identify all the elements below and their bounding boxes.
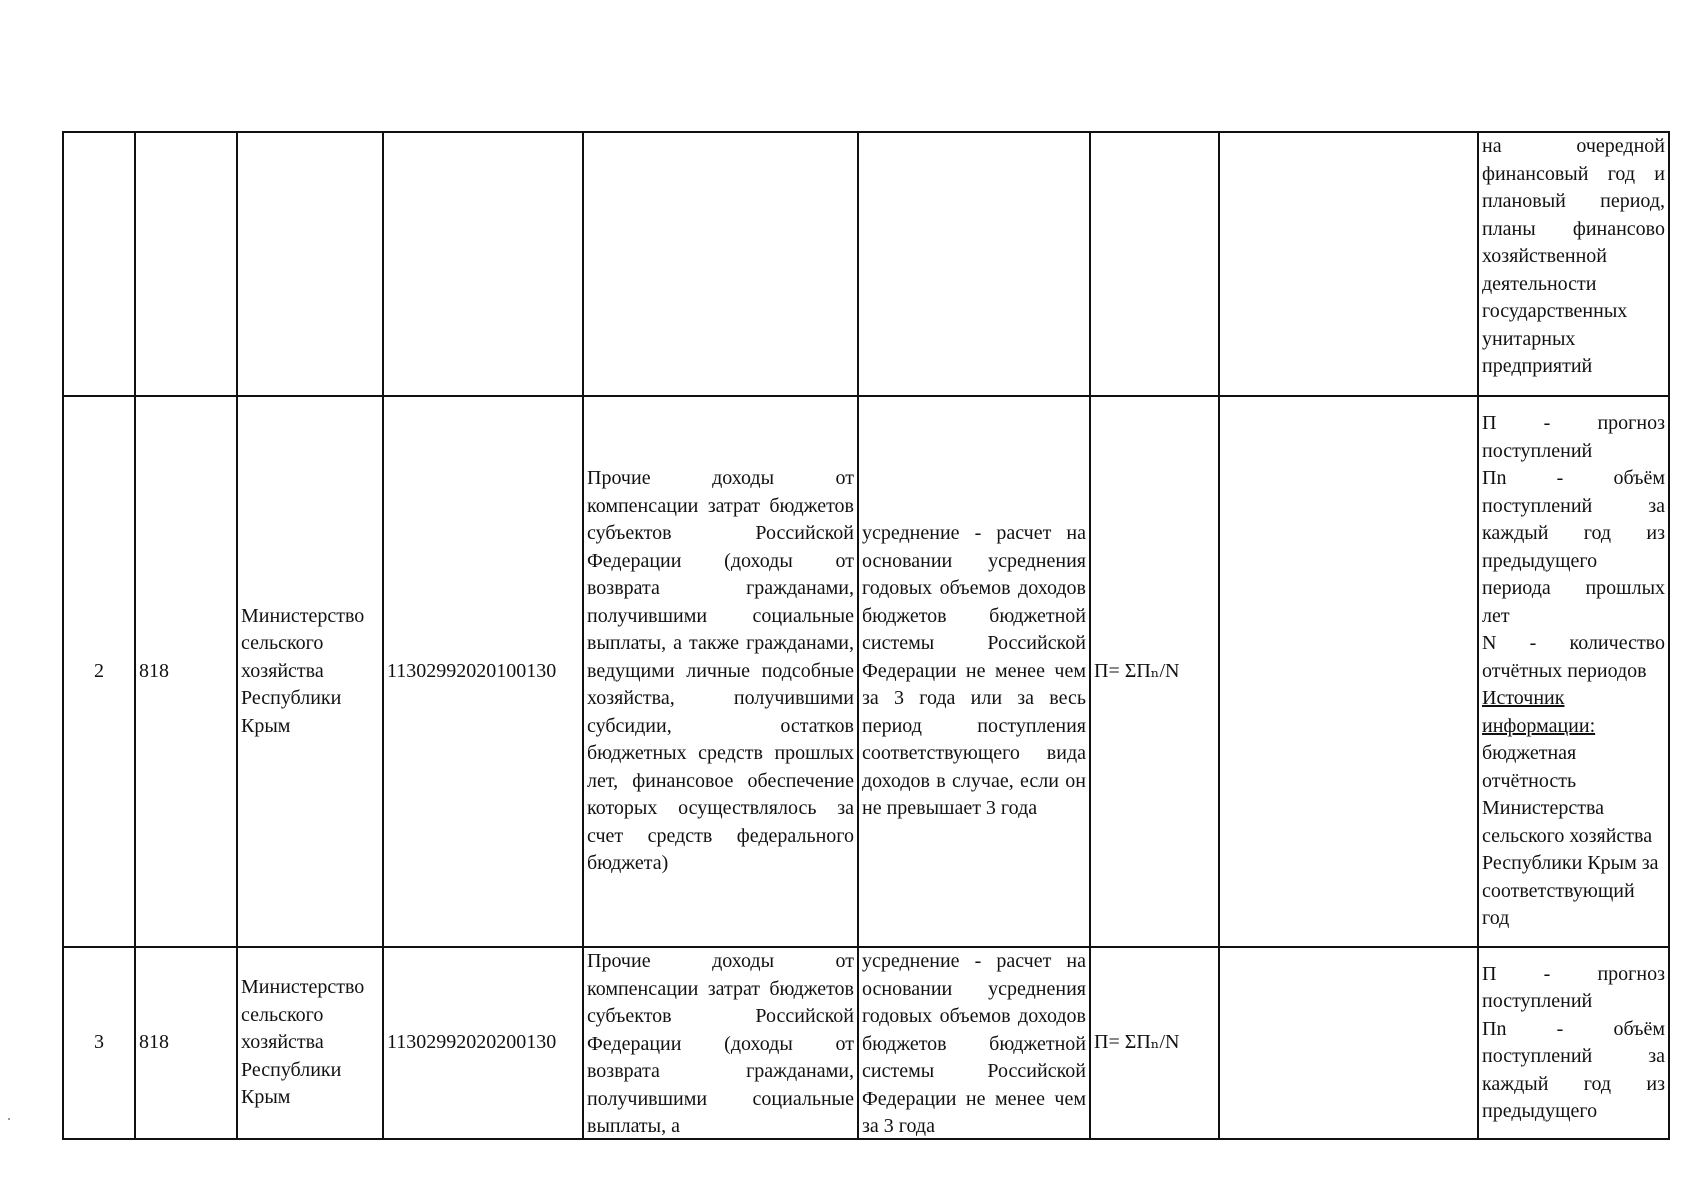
method-text: усреднение - расчет на основании усреднения годовых объемов доходов бюджетов бюджетной системы Российской Федерации не менее чем за 3 года (862, 950, 1086, 1136)
kbk-code-cell: 11302992020200130 (383, 947, 583, 1139)
revenue-forecast-table (62, 131, 1670, 1140)
table-row (63, 132, 1669, 396)
revenue-name-cell (583, 947, 858, 1139)
formula-cell: П= ΣПₙ/N (1090, 947, 1219, 1139)
source-text: бюджетная отчётность Министерства сельского хозяйства Республики Крым за соответствующий год (1482, 742, 1659, 930)
row-number-cell: 2 (63, 396, 135, 947)
notes-line: на очередной финансовый год и плановый период, планы финансово хозяйственной деятельности государственных унитарных предприятий (1482, 135, 1665, 377)
administrator-cell: Министерство сельского хозяйства Республики Крым (237, 396, 383, 947)
empty-cell (1219, 132, 1478, 396)
formula-cell (1090, 132, 1219, 396)
kbk-code-cell (383, 132, 583, 396)
formula-cell: П= ΣПₙ/N (1090, 396, 1219, 947)
empty-cell (1219, 947, 1478, 1139)
revenue-name-cell: Прочие доходы от компенсации затрат бюджетов субъектов Российской Федерации (доходы от возврата гражданами, получившими социальные выплаты, а также гражданами, ведущими личные подсобные хозяйства, получившими субсидии, остатков бюджетных средств прошлых лет, финансовое обеспечение которых осуществлялось за счет средств федерального бюджета) (583, 396, 858, 947)
notes-line: N - количество отчётных периодов (1482, 632, 1665, 682)
admin-code-cell: 818 (135, 947, 237, 1139)
revenue-name-text: Прочие доходы от компенсации затрат бюджетов субъектов Российской Федерации (доходы от возврата гражданами, получившими социальные выплаты, а (587, 950, 854, 1136)
notes-cell (1478, 947, 1669, 1139)
scan-speck (8, 1118, 10, 1120)
method-cell: усреднение - расчет на основании усреднения годовых объемов доходов бюджетов бюджетной системы Российской Федерации не менее чем за 3 года или за весь период поступления соответствующего вида доходов в случае, если он не превышает 3 года (858, 396, 1090, 947)
notes-line: Пn - объём поступлений за каждый год из предыдущего (1482, 1017, 1665, 1122)
administrator-cell (237, 132, 383, 396)
method-cell (858, 947, 1090, 1139)
notes-cell (1478, 396, 1669, 947)
revenue-name-cell (583, 132, 858, 396)
notes-line: П - прогноз поступлений (1482, 412, 1665, 462)
empty-cell (1219, 396, 1478, 947)
notes-line: Пn - объём поступлений за каждый год из предыдущего периода прошлых лет (1482, 467, 1665, 627)
row-number-cell (63, 132, 135, 396)
table-row (63, 947, 1669, 1139)
administrator-cell: Министерство сельского хозяйства Республики Крым (237, 947, 383, 1139)
row-number-cell: 3 (63, 947, 135, 1139)
table-row (63, 396, 1669, 947)
notes-line: П - прогноз поступлений (1482, 962, 1665, 1012)
kbk-code-cell: 11302992020100130 (383, 396, 583, 947)
method-cell (858, 132, 1090, 396)
admin-code-cell (135, 132, 237, 396)
notes-cell (1478, 132, 1669, 396)
source-label: Источник информации: (1482, 687, 1596, 737)
admin-code-cell: 818 (135, 396, 237, 947)
